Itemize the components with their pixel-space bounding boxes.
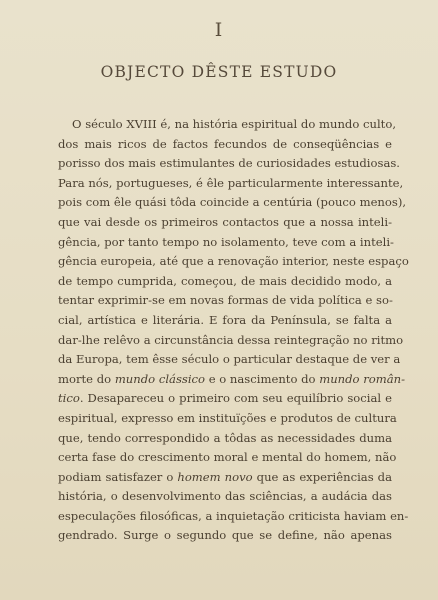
text-line (58, 174, 404, 194)
text-segment: dar-lhe relêvo a circunstância dessa reintegração no ritmo (58, 332, 404, 347)
text-segment: espiritual, expresso em instituïções e produtos de cultura (58, 410, 397, 425)
text-line (58, 409, 397, 429)
text-line (58, 389, 392, 409)
text-line (58, 429, 392, 449)
text-line (58, 213, 392, 233)
text-segment: . Desapareceu o primeiro com seu equilíbrio social e (79, 391, 392, 406)
text-segment: história, o desenvolvimento das sciências, a audácia das (58, 489, 392, 504)
text-segment: que as experiências da (252, 469, 392, 484)
text-segment: de tempo cumprida, começou, de mais decidido modo, a (58, 273, 392, 288)
italic-term: tico (58, 391, 80, 406)
italic-term: homem novo (177, 469, 253, 484)
text-line (58, 252, 409, 272)
text-line (58, 350, 401, 370)
italic-term: mundo român- (319, 371, 406, 386)
text-segment: que vai desde os primeiros contactos que a nossa inteli- (58, 214, 392, 229)
text-segment: que, tendo correspondido a tôdas as necessidades duma (58, 430, 392, 445)
text-line (58, 291, 392, 311)
italic-term: mundo clássico (114, 371, 206, 386)
text-segment: O século XVIII é, na história espiritual do mundo culto, (72, 117, 397, 131)
text-segment: podiam satisfazer o (58, 469, 178, 484)
text-segment: da Europa, tem êsse século o particular destaque de ver a (58, 352, 401, 367)
text-segment: gência, por tanto tempo no isolamento, teve com a inteli- (58, 234, 394, 249)
text-segment: porisso dos mais estimulantes de curiosidades estudiosas. (58, 156, 400, 171)
text-segment: e o nascimento do (205, 371, 320, 386)
text-line (58, 193, 407, 213)
text-segment: tentar exprimir-se em novas formas de vida política e so- (58, 293, 393, 308)
text-line (58, 311, 392, 331)
text-line (58, 115, 397, 135)
text-line (58, 487, 392, 507)
text-line (58, 135, 392, 155)
text-segment: morte do (58, 371, 115, 386)
text-segment: pois com êle quási tôda coincide a centúria (pouco menos), (58, 195, 407, 210)
text-line (58, 526, 392, 546)
text-line (58, 370, 406, 390)
text-segment: especulações filosóficas, a inquietação criticista haviam en- (58, 508, 409, 523)
text-segment: certa fase do crescimento moral e mental do homem, não (58, 450, 397, 465)
text-line (58, 233, 392, 253)
text-segment: dos mais ricos de factos fecundos de conseqüências e (58, 136, 392, 151)
text-line (58, 448, 397, 468)
text-line (58, 272, 392, 292)
text-segment: cial, artística e literária. E fora da Península, se falta a (58, 312, 392, 327)
chapter-title: OBJECTO DÊSTE ESTUDO (100, 63, 338, 81)
body-paragraph (58, 115, 409, 546)
text-segment: gência europeia, até que a renovação interior, neste espaço (58, 254, 409, 269)
text-segment: gendrado. Surge o segundo que se define, não apenas (58, 528, 392, 543)
text-line (58, 468, 392, 488)
text-line (58, 507, 409, 527)
text-line (58, 154, 400, 174)
chapter-number: I (214, 19, 224, 41)
text-segment: Para nós, portugueses, é êle particularmente interessante, (58, 175, 404, 190)
text-line (58, 331, 404, 351)
